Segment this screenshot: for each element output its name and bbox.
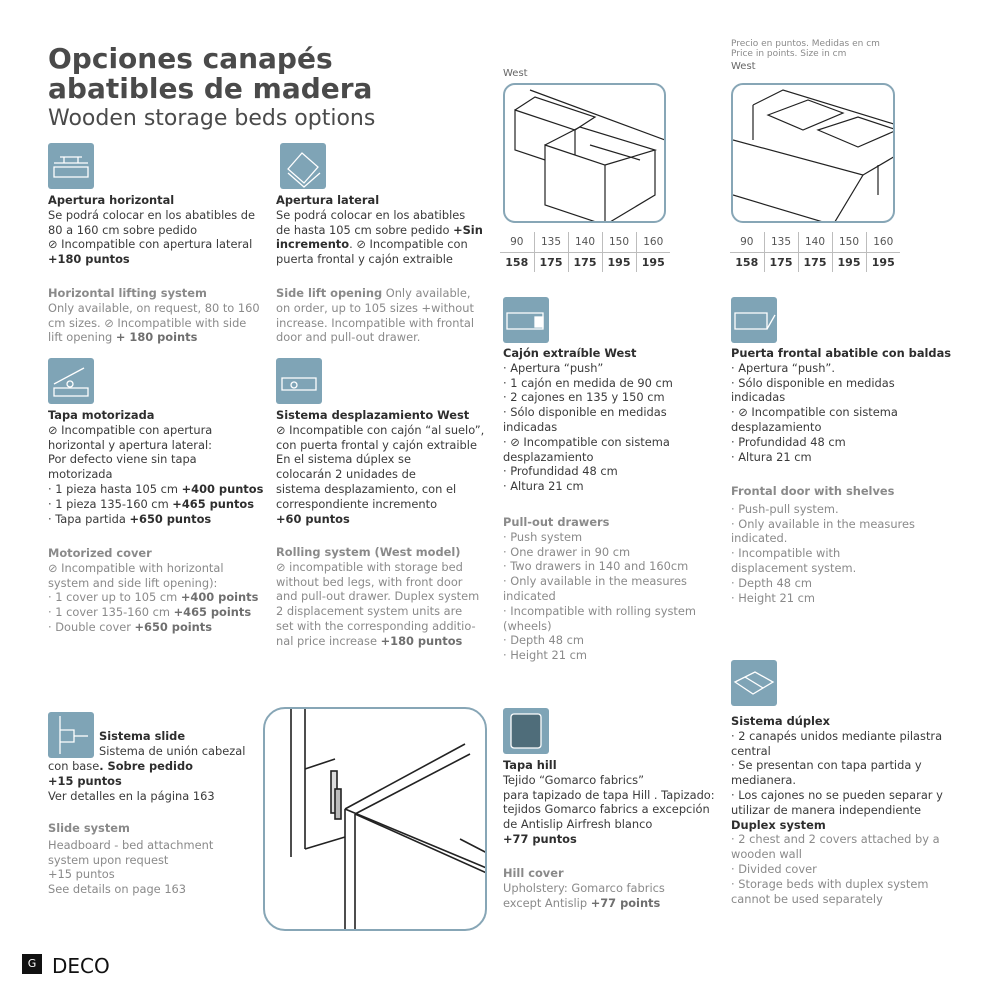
text-line: · 2 canapés unidos mediante pilastra — [731, 728, 943, 743]
text-line: indicated. — [731, 531, 788, 546]
text-line: · Only available in the measures — [731, 516, 915, 531]
text-line: · Apertura “push”. — [731, 360, 835, 375]
motor-price: +465 puntos — [172, 496, 255, 511]
lateral-price-b: incremento — [276, 237, 350, 252]
text-line: indicadas — [731, 390, 786, 405]
slide-en-title: Slide system — [48, 821, 130, 835]
slide-dot: . Sobre pedido — [99, 759, 193, 773]
price-cell: 195 — [832, 252, 866, 272]
size-cell: 135 — [764, 232, 798, 252]
text-line: · Profundidad 48 cm — [731, 434, 846, 449]
rolling-en-block — [276, 545, 491, 649]
lateral-en-title: Side lift opening — [276, 286, 383, 300]
horizontal-en-title: Horizontal lifting system — [48, 286, 207, 300]
text-line: indicadas — [503, 419, 558, 434]
text-line: cannot be used separately — [731, 891, 883, 906]
hill-en-block — [503, 866, 718, 910]
page-marker: G — [22, 954, 42, 974]
text-line: con base — [48, 759, 100, 773]
text-line: on order, up to 105 sizes +without — [276, 300, 474, 315]
text-line: wooden wall — [731, 847, 802, 862]
text-line: · Height 21 cm — [731, 590, 815, 605]
price-cell: 175 — [798, 252, 832, 272]
text-line: set with the corresponding additio- — [276, 618, 476, 633]
text-line: Only available, on request, 80 to 160 — [48, 300, 260, 315]
text-line: Headboard - bed attachment — [48, 837, 214, 852]
text-line: 2 displacement system units are — [276, 604, 463, 619]
text-line: · 2 cajones en 135 y 150 cm — [503, 390, 665, 405]
horizontal-en-price: + 180 points — [115, 330, 198, 345]
drawer-en-block — [503, 515, 718, 663]
text-line: utilizar de manera independiente — [731, 802, 922, 817]
page-subtitle: Wooden storage beds options — [48, 106, 376, 131]
lateral-block — [276, 193, 486, 267]
price-table-drawer — [500, 232, 670, 272]
text-line: See details on page 163 — [48, 882, 187, 897]
text-line: de Antislip Airfresh blanco — [503, 817, 653, 832]
text-line: · Double cover — [48, 619, 135, 634]
text-line: · Two drawers in 140 and 160cm — [503, 559, 689, 574]
text-line: increase. Incompatible with frontal — [276, 315, 475, 330]
text-line: · ⊘ Incompatible con sistema — [731, 405, 898, 420]
text-line: · Push-pull system. — [731, 501, 839, 516]
price-cell: 158 — [505, 255, 529, 269]
duplex-block — [731, 714, 966, 906]
horizontal-block — [48, 193, 273, 267]
rolling-en-title: Rolling system (West model) — [276, 545, 461, 559]
text-line: (wheels) — [503, 618, 552, 633]
west-label-1: West — [503, 68, 528, 79]
text-line: correspondiente incremento — [276, 496, 438, 511]
drawer-title: Cajón extraíble West — [503, 346, 637, 360]
text-line: · 1 cajón en medida de 90 cm — [503, 375, 673, 390]
text-line: horizontal y apertura lateral: — [48, 437, 212, 452]
motor-en-block — [48, 546, 273, 635]
text-line: Sistema de unión cabezal — [99, 743, 246, 758]
text-line: indicated — [503, 588, 556, 603]
text-line: colocarán 2 unidades de — [276, 467, 416, 482]
text-line: En el sistema dúplex se — [276, 452, 411, 467]
text-line: · 1 pieza 135-160 cm — [48, 496, 173, 511]
text-line: · Incompatible with rolling system — [503, 603, 696, 618]
text-line: central — [731, 743, 771, 758]
motor-en-price: +650 points — [134, 619, 213, 634]
price-table-frontal — [730, 232, 900, 272]
text-line: puerta frontal y cajón extraible — [276, 252, 453, 267]
price-cell: 195 — [602, 252, 636, 272]
text-line: · 1 pieza hasta 105 cm — [48, 481, 182, 496]
price-cell: 175 — [764, 252, 798, 272]
price-cell: 195 — [866, 252, 900, 272]
text-line: con puerta frontal y cajón extraible — [276, 437, 477, 452]
motor-en-price: +400 points — [180, 590, 259, 605]
text-line: Por defecto viene sin tapa — [48, 452, 197, 467]
text-line: . ⊘ Incompatible con — [349, 237, 468, 252]
rolling-price: +60 puntos — [276, 511, 350, 526]
text-line: · Depth 48 cm — [731, 575, 813, 590]
text-line: displacement system. — [731, 560, 857, 575]
hill-block — [503, 758, 718, 847]
text-line: ⊘ Incompatible con apertura — [48, 422, 213, 437]
motorized-cover-icon — [48, 358, 94, 404]
size-cell: 90 — [730, 232, 764, 252]
motor-price: +650 puntos — [129, 511, 212, 526]
text-line: ⊘ Incompatible con apertura lateral — [48, 237, 253, 252]
text-line: · ⊘ Incompatible con sistema — [503, 434, 670, 449]
text-line: · Divided cover — [731, 861, 817, 876]
frontal-title: Puerta frontal abatible con baldas — [731, 346, 952, 360]
text-line: de hasta 105 cm sobre pedido — [276, 222, 454, 237]
lateral-title: Apertura lateral — [276, 193, 380, 207]
text-line: · Height 21 cm — [503, 648, 587, 663]
size-cell: 160 — [866, 232, 900, 252]
slide-top — [99, 729, 259, 759]
slide-price: +15 puntos — [48, 773, 122, 788]
rolling-en-price: +180 puntos — [380, 633, 463, 648]
motor-en-title: Motorized cover — [48, 546, 152, 560]
text-line: ⊘ incompatible with storage bed — [276, 559, 463, 574]
size-cell: 160 — [636, 232, 670, 252]
text-line: · Apertura “push” — [503, 360, 604, 375]
text-line: · One drawer in 90 cm — [503, 544, 631, 559]
text-line: · 2 chest and 2 covers attached by a — [731, 832, 940, 847]
text-line: · Altura 21 cm — [731, 449, 812, 464]
price-note-es: Precio en puntos. Medidas en cm — [731, 39, 880, 49]
text-line: · Incompatible with — [731, 546, 841, 561]
text-line: · 1 cover up to 105 cm — [48, 590, 181, 605]
size-cell: 90 — [500, 232, 534, 252]
brand-label: DECO — [52, 954, 110, 978]
text-line: Only available, — [382, 286, 471, 300]
text-line: sistema desplazamiento, con el — [276, 481, 457, 496]
text-line: 80 a 160 cm sobre pedido — [48, 222, 198, 237]
text-line: · Depth 48 cm — [503, 633, 585, 648]
text-line: cm sizes. ⊘ Incompatible with side — [48, 315, 247, 330]
horizontal-en-block — [48, 286, 273, 345]
text-line: lift opening — [48, 330, 113, 345]
page-title: Opciones canapés abatibles de madera — [48, 42, 373, 105]
slide-system-icon — [48, 712, 94, 758]
text-line: · Only available in the measures — [503, 574, 687, 589]
drawer-block — [503, 346, 718, 494]
text-line: nal price increase — [276, 633, 381, 648]
slide-block — [48, 759, 263, 803]
west-label-2: West — [731, 61, 756, 72]
text-line: system upon request — [48, 852, 169, 867]
frontal-block — [731, 346, 961, 464]
price-cell: 175 — [534, 252, 568, 272]
price-cell: 158 — [735, 255, 759, 269]
hill-cover-icon — [503, 708, 549, 754]
text-line: except Antislip — [503, 895, 591, 910]
text-line: Se podrá colocar en los abatibles de — [48, 207, 256, 222]
size-cell: 140 — [798, 232, 832, 252]
drawer-illustration — [503, 83, 666, 223]
text-line: door and pull-out drawer. — [276, 330, 421, 345]
size-cell: 150 — [602, 232, 636, 252]
text-line: Ver detalles en la página 163 — [48, 788, 215, 803]
text-line: · Profundidad 48 cm — [503, 464, 618, 479]
frontal-en-block — [731, 484, 961, 605]
hill-en-price: +77 points — [590, 895, 661, 910]
horizontal-price: +180 puntos — [48, 252, 130, 267]
duplex-en-title: Duplex system — [731, 817, 826, 832]
hill-en-title: Hill cover — [503, 866, 564, 880]
text-line: medianera. — [731, 773, 796, 788]
slide-illustration — [263, 707, 487, 931]
text-line: · Altura 21 cm — [503, 479, 584, 494]
lateral-price-a: +Sin — [453, 222, 483, 237]
motor-en-price: +465 points — [173, 605, 252, 620]
text-line: tejidos Gomarco fabrics a excepción — [503, 802, 710, 817]
motor-price: +400 puntos — [181, 481, 264, 496]
price-cell: 175 — [568, 252, 602, 272]
motor-block — [48, 408, 273, 526]
text-line: motorizada — [48, 467, 113, 482]
hill-title: Tapa hill — [503, 758, 557, 772]
text-line: and pull-out drawer. Duplex system — [276, 589, 480, 604]
text-line: ⊘ Incompatible with horizontal — [48, 560, 224, 575]
pull-out-drawer-icon — [503, 297, 549, 343]
text-line: ⊘ Incompatible con cajón “al suelo”, — [276, 422, 485, 437]
duplex-icon — [731, 660, 777, 706]
lateral-en-block — [276, 286, 486, 345]
duplex-title: Sistema dúplex — [731, 714, 830, 728]
horizontal-title: Apertura horizontal — [48, 193, 175, 207]
text-line: without bed legs, with front door — [276, 574, 463, 589]
text-line: desplazamiento — [731, 419, 822, 434]
drawer-en-title: Pull-out drawers — [503, 515, 610, 529]
motor-title: Tapa motorizada — [48, 408, 155, 422]
frontal-door-icon — [731, 297, 777, 343]
size-cell: 150 — [832, 232, 866, 252]
text-line: · Los cajones no se pueden separar y — [731, 787, 943, 802]
text-line: · Sólo disponible en medidas — [503, 405, 667, 420]
frontal-en-title: Frontal door with shelves — [731, 484, 895, 498]
size-cell: 140 — [568, 232, 602, 252]
text-line: Tejido “Gomarco fabrics” — [503, 772, 644, 787]
rolling-system-icon — [276, 358, 322, 404]
text-line: · Sólo disponible en medidas — [731, 375, 895, 390]
rolling-title: Sistema desplazamiento West — [276, 408, 470, 422]
text-line: para tapizado de tapa Hill . Tapizado: — [503, 787, 715, 802]
rolling-block — [276, 408, 491, 526]
text-line: · 1 cover 135-160 cm — [48, 605, 174, 620]
text-line: · Tapa partida — [48, 511, 130, 526]
text-line: · Se presentan con tapa partida y — [731, 758, 922, 773]
text-line: system and side lift opening): — [48, 575, 218, 590]
side-lift-icon — [280, 143, 326, 189]
text-line: +15 puntos — [48, 867, 115, 882]
slide-title: Sistema slide — [99, 729, 186, 743]
horizontal-lift-icon — [48, 143, 94, 189]
price-note-en: Price in points. Size in cm — [731, 49, 847, 59]
text-line: · Push system — [503, 529, 583, 544]
hill-price: +77 puntos — [503, 831, 577, 846]
text-line: desplazamiento — [503, 449, 594, 464]
size-cell: 135 — [534, 232, 568, 252]
text-line: Se podrá colocar en los abatibles — [276, 207, 466, 222]
text-line: Upholstery: Gomarco fabrics — [503, 880, 665, 895]
slide-en-block — [48, 821, 263, 897]
text-line: · Storage beds with duplex system — [731, 876, 929, 891]
price-cell: 195 — [636, 252, 670, 272]
frontal-illustration — [731, 83, 895, 223]
